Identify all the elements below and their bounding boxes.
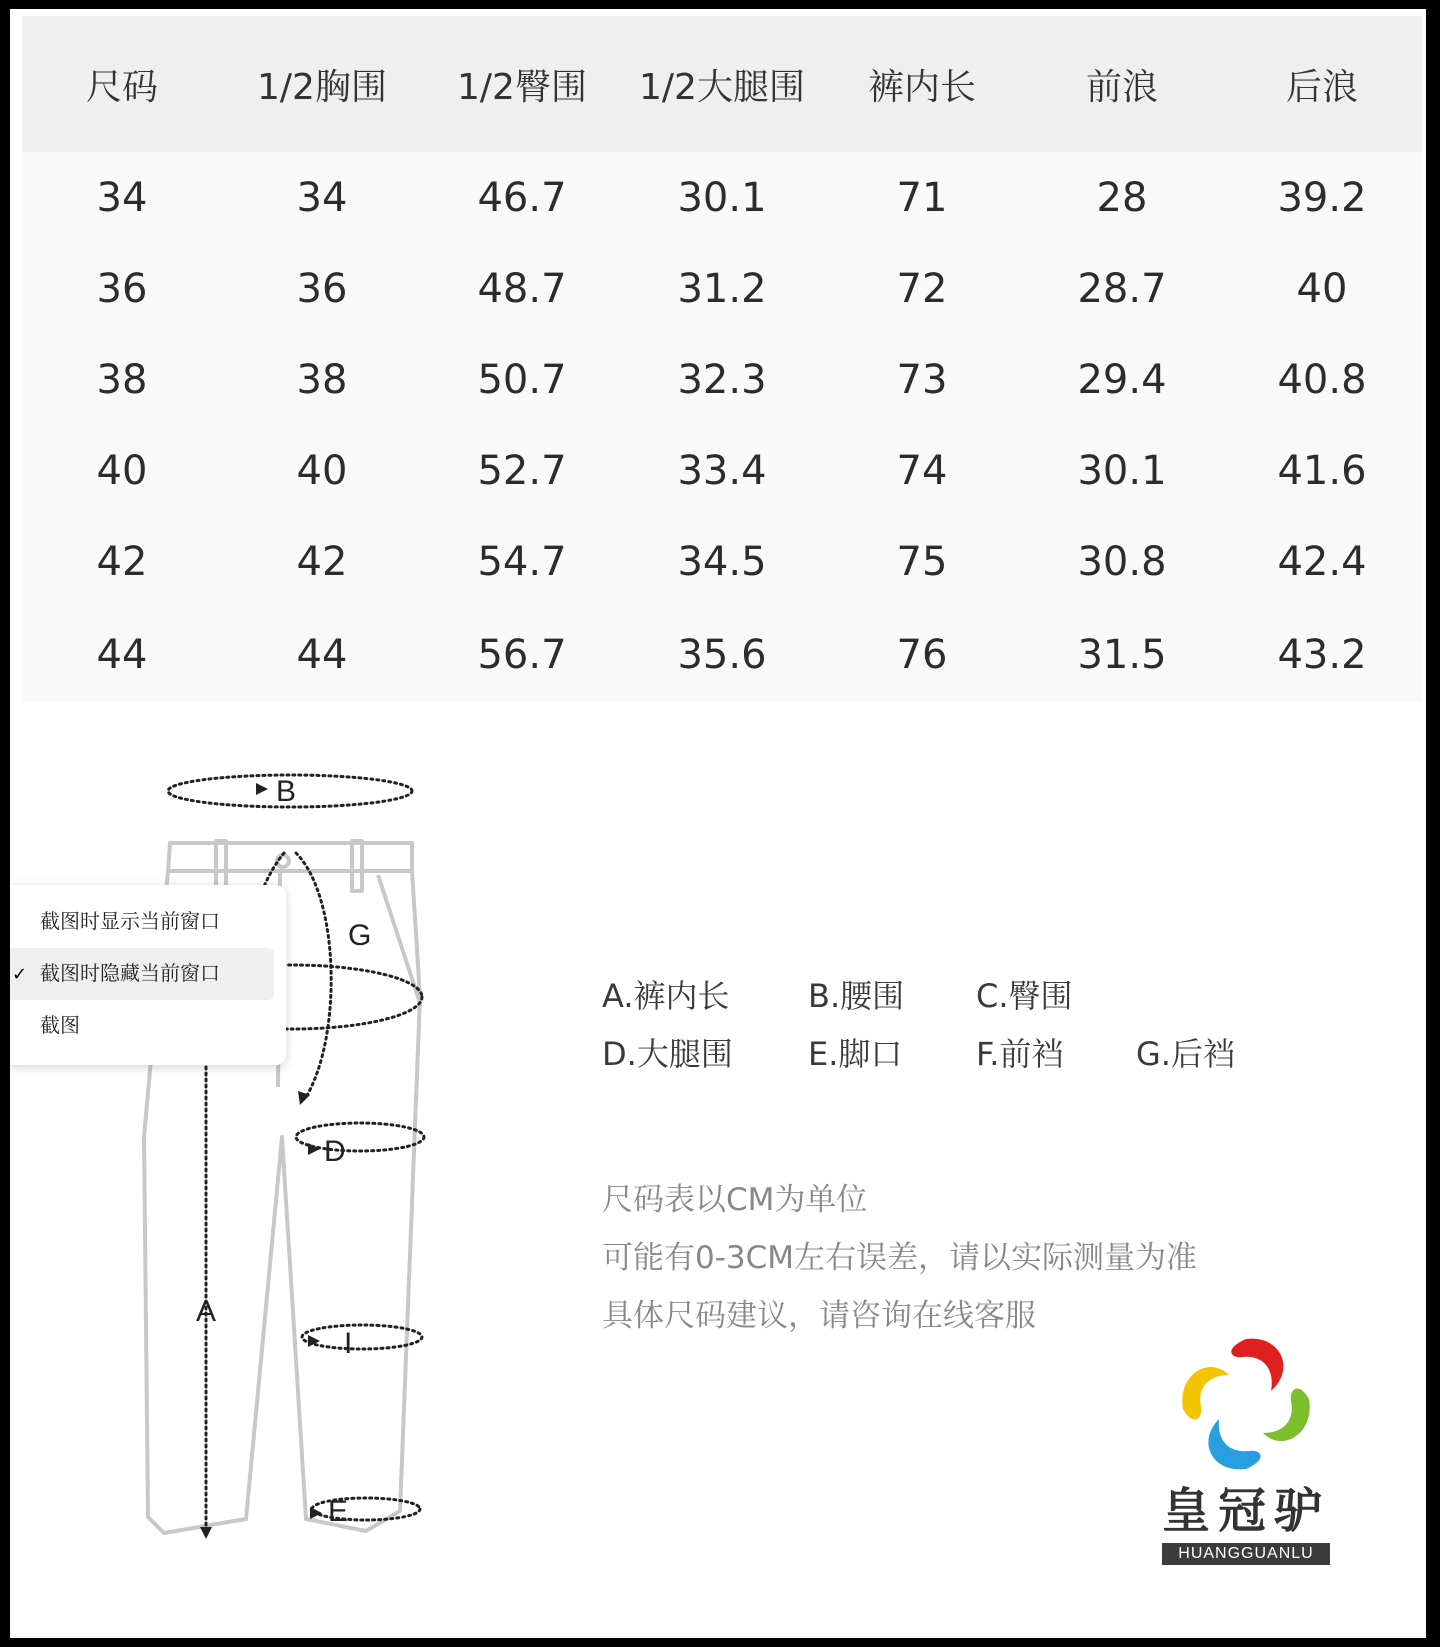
- table-row: [22, 607, 1422, 702]
- size-table: [22, 16, 1422, 702]
- table-cell: 72: [822, 243, 1022, 334]
- table-cell: 42: [22, 516, 222, 607]
- menu-item-hide-window[interactable]: [10, 948, 274, 1000]
- table-cell: 34: [22, 152, 222, 243]
- table-cell: 40: [222, 425, 422, 516]
- header-inseam: 裤内长: [822, 16, 1022, 152]
- legend-row: [602, 965, 1276, 1023]
- screenshot-context-menu: [10, 885, 286, 1065]
- menu-item-label: 截图: [40, 1015, 80, 1037]
- table-cell: 32.3: [622, 334, 822, 425]
- diagram-label-a: A: [196, 1295, 217, 1328]
- pinwheel-logo-icon: [1171, 1329, 1321, 1479]
- table-cell: 43.2: [1222, 607, 1422, 702]
- table-cell: 74: [822, 425, 1022, 516]
- belt-loop: [352, 841, 362, 891]
- legend-item-back-rise: G.后裆: [1136, 1035, 1235, 1073]
- header-size: 尺码: [22, 16, 222, 152]
- table-cell: 46.7: [422, 152, 622, 243]
- table-cell: 30.1: [1022, 425, 1222, 516]
- logo-name-en: HUANGGUANLU: [1162, 1543, 1330, 1565]
- header-half-chest: 1/2胸围: [222, 16, 422, 152]
- table-cell: 35.6: [622, 607, 822, 702]
- table-cell: 34.5: [622, 516, 822, 607]
- note-line: 可能有0-3CM左右误差，请以实际测量为准: [602, 1240, 1198, 1276]
- table-cell: 33.4: [622, 425, 822, 516]
- table-cell: 40.8: [1222, 334, 1422, 425]
- table-row: [22, 152, 1422, 243]
- table-cell: 30.8: [1022, 516, 1222, 607]
- logo-petal-green: [1263, 1388, 1310, 1441]
- legend-item-waist: B.腰围: [808, 977, 905, 1015]
- table-cell: 34: [222, 152, 422, 243]
- arrow-head: [310, 1507, 322, 1519]
- logo-name-cn: 皇冠驴: [1161, 1483, 1330, 1539]
- table-cell: 28.7: [1022, 243, 1222, 334]
- table-cell: 31.5: [1022, 607, 1222, 702]
- header-front-rise: 前浪: [1022, 16, 1222, 152]
- legend-item-front-rise: F.前裆: [976, 1035, 1064, 1073]
- header-half-hip: 1/2臀围: [422, 16, 622, 152]
- arrow-head: [256, 783, 268, 795]
- legend-item-leg-opening: E.脚口: [808, 1035, 903, 1073]
- logo-petal-red: [1231, 1339, 1283, 1391]
- header-half-thigh: 1/2大腿围: [622, 16, 822, 152]
- menu-item-screenshot[interactable]: [10, 1000, 274, 1052]
- table-cell: 29.4: [1022, 334, 1222, 425]
- table-row: [22, 516, 1422, 607]
- arrow-head: [200, 1527, 212, 1539]
- trousers-measurement-diagram: [130, 757, 450, 1577]
- menu-item-label: 截图时显示当前窗口: [40, 911, 220, 933]
- legend-item-hip: C.臀围: [976, 977, 1073, 1015]
- table-cell: 75: [822, 516, 1022, 607]
- logo-petal-yellow: [1182, 1367, 1229, 1420]
- table-cell: 28: [1022, 152, 1222, 243]
- table-cell: 76: [822, 607, 1022, 702]
- note-line: 具体尺码建议，请咨询在线客服: [602, 1298, 1036, 1334]
- table-cell: 44: [222, 607, 422, 702]
- legend-item-inseam: A.裤内长: [602, 977, 730, 1015]
- note-line: 尺码表以CM为单位: [602, 1182, 868, 1218]
- table-cell: 36: [22, 243, 222, 334]
- table-cell: 50.7: [422, 334, 622, 425]
- diagram-label-i: I: [344, 1327, 353, 1360]
- table-cell: 73: [822, 334, 1022, 425]
- table-cell: 52.7: [422, 425, 622, 516]
- diagram-label-e: E: [328, 1495, 349, 1528]
- table-cell: 38: [22, 334, 222, 425]
- table-cell: 48.7: [422, 243, 622, 334]
- table-cell: 44: [22, 607, 222, 702]
- legend-row: [602, 1023, 1276, 1081]
- table-cell: 54.7: [422, 516, 622, 607]
- table-cell: 39.2: [1222, 152, 1422, 243]
- table-header-row: [22, 16, 1422, 152]
- table-cell: 40: [22, 425, 222, 516]
- table-row: [22, 334, 1422, 425]
- size-notes: [602, 1171, 1197, 1345]
- table-row: [22, 425, 1422, 516]
- arrow-head: [308, 1143, 320, 1155]
- menu-item-label: 截图时隐藏当前窗口: [40, 963, 220, 985]
- table-cell: 42.4: [1222, 516, 1422, 607]
- legend-item-thigh: D.大腿围: [602, 1035, 733, 1073]
- table-cell: 71: [822, 152, 1022, 243]
- size-chart-page: [10, 9, 1426, 1638]
- brand-logo: [1156, 1329, 1336, 1565]
- table-cell: 56.7: [422, 607, 622, 702]
- measurement-legend: [602, 965, 1276, 1081]
- waistband-outline: [168, 843, 412, 871]
- menu-item-show-window[interactable]: [10, 896, 274, 948]
- table-cell: 38: [222, 334, 422, 425]
- diagram-label-b: B: [276, 775, 297, 808]
- belt-loop: [216, 841, 226, 891]
- diagram-label-g: G: [348, 919, 372, 952]
- table-row: [22, 243, 1422, 334]
- back-rise-curve: [296, 853, 331, 1097]
- header-back-rise: 后浪: [1222, 16, 1422, 152]
- table-cell: 41.6: [1222, 425, 1422, 516]
- table-cell: 30.1: [622, 152, 822, 243]
- table-cell: 36: [222, 243, 422, 334]
- checkmark-icon: ✓: [12, 964, 28, 984]
- table-cell: 31.2: [622, 243, 822, 334]
- knee-measure-loop: [302, 1325, 422, 1349]
- diagram-label-d: D: [324, 1135, 346, 1168]
- table-cell: 42: [222, 516, 422, 607]
- logo-petal-blue: [1208, 1419, 1260, 1469]
- button-icon: [277, 855, 289, 867]
- table-cell: 40: [1222, 243, 1422, 334]
